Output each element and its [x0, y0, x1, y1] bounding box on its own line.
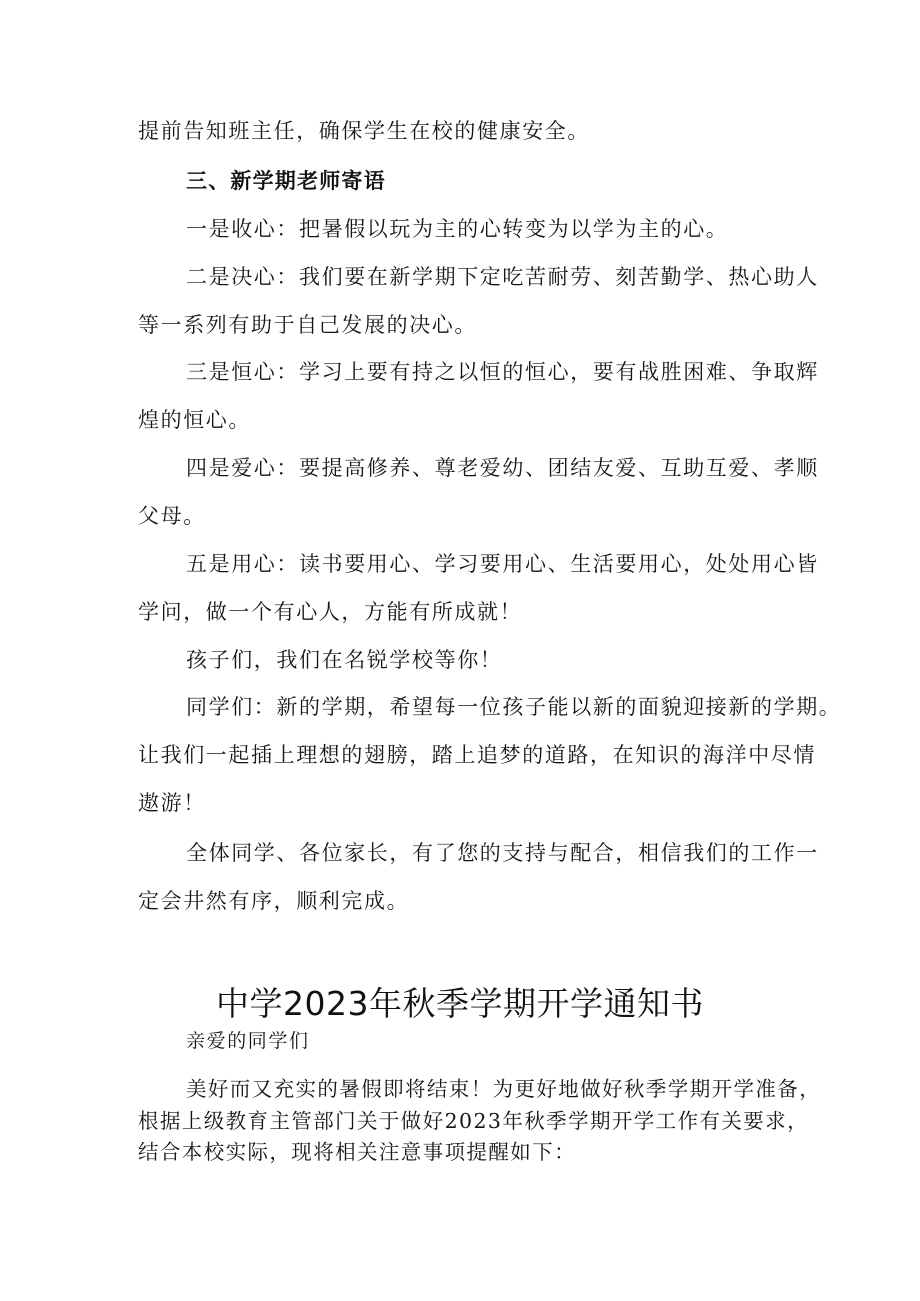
- notice-para-line1: 美好而又充实的暑假即将结束！为更好地做好秋季学期开学准备，: [186, 1077, 822, 1101]
- notice-greeting: 亲爱的同学们: [186, 1030, 310, 1052]
- item-three-line1: 三是恒心：学习上要有持之以恒的恒心，要有战胜困难、争取辉: [186, 360, 819, 384]
- children-line: 孩子们，我们在名锐学校等你！: [186, 648, 503, 672]
- closing-line2: 定会井然有序，顺利完成。: [138, 889, 410, 913]
- item-two-line1: 二是决心：我们要在新学期下定吃苦耐劳、刻苦勤学、热心助人: [186, 265, 819, 289]
- item-one: 一是收心：把暑假以玩为主的心转变为以学为主的心。: [186, 217, 729, 241]
- closing-line1: 全体同学、各位家长，有了您的支持与配合，相信我们的工作一: [186, 841, 819, 865]
- continuation-line: 提前告知班主任，确保学生在校的健康安全。: [138, 119, 590, 143]
- item-three-line2: 煌的恒心。: [138, 408, 251, 432]
- item-four-line2: 父母。: [138, 504, 206, 528]
- item-five-line1: 五是用心：读书要用心、学习要用心、生活要用心，处处用心皆: [186, 552, 819, 576]
- item-two-line2: 等一系列有助于自己发展的决心。: [138, 313, 477, 337]
- notice-para-line3: 结合本校实际，现将相关注意事项提醒如下：: [138, 1140, 576, 1164]
- classmates-line1: 同学们：新的学期，希望每一位孩子能以新的面貌迎接新的学期。: [186, 695, 842, 719]
- notice-para-line2: 根据上级教育主管部门关于做好2023年秋季学期开学工作有关要求，: [138, 1109, 809, 1133]
- classmates-line3: 遨游！: [138, 791, 206, 815]
- classmates-line2: 让我们一起插上理想的翅膀，踏上追梦的道路，在知识的海洋中尽情: [138, 743, 816, 767]
- item-four-line1: 四是爱心：要提高修养、尊老爱幼、团结友爱、互助互爱、孝顺: [186, 456, 819, 480]
- notice-title: 中学2023年秋季学期开学通知书: [216, 984, 704, 1023]
- section-heading: 三、新学期老师寄语: [186, 169, 386, 193]
- item-five-line2: 学问，做一个有心人，方能有所成就！: [138, 600, 523, 624]
